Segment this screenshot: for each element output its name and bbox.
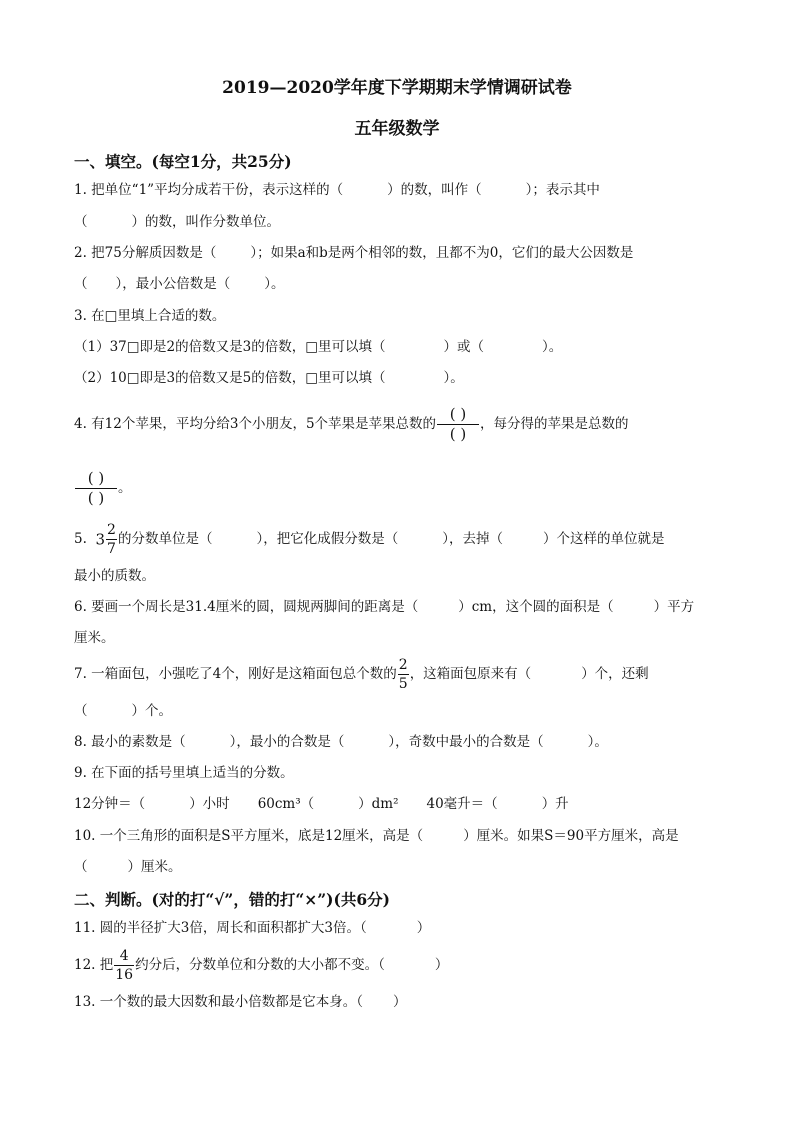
mixed-fraction: $\frac{2}{7}$ bbox=[107, 522, 116, 557]
exam-subtitle: 五年级数学 bbox=[354, 119, 440, 139]
question-12: 12. 把 $\frac{4}{16}$ 约分后，分数单位和分数的大小都不变。（ ） bbox=[74, 948, 449, 983]
exam-title: 2019—2020学年度下学期期末学情调研试卷 bbox=[222, 78, 572, 98]
question-6-line-1: 6. 要画一个周长是31.4厘米的圆，圆规两脚间的距离是（ ）cm，这个圆的面积是（ ）平方 bbox=[74, 599, 695, 615]
question-2-line-1: 2. 把75分解质因数是（ ）；如果a和b是两个相邻的数，且都不为0，它们的最大公因数是 bbox=[74, 245, 634, 261]
question-1-line-1: 1. 把单位“1”平均分成若干份，表示这样的（ ）的数，叫作（ ）；表示其中 bbox=[74, 182, 600, 198]
question-13: 13. 一个数的最大因数和最小倍数都是它本身。（ ） bbox=[74, 994, 407, 1010]
question-5-line-2: 最小的质数。 bbox=[74, 568, 155, 584]
question-3-part-1: （1）37□即是2的倍数又是3的倍数，□里可以填（ ）或（ ）。 bbox=[74, 339, 563, 355]
question-4-line-2: $\frac{( )}{( )}$ 。 bbox=[74, 466, 132, 510]
question-2-line-2: （ ），最小公倍数是（ ）。 bbox=[74, 276, 285, 292]
answer-fraction[interactable]: $\frac{( )}{( )}$ bbox=[75, 471, 117, 506]
question-3-stem: 3. 在□里填上合适的数。 bbox=[74, 308, 226, 324]
question-9-stem: 9. 在下面的括号里填上适当的分数。 bbox=[74, 765, 294, 781]
question-10-line-1: 10. 一个三角形的面积是S平方厘米，底是12厘米，高是（ ）厘米。如果S＝90平方厘米，高是 bbox=[74, 828, 679, 844]
answer-fraction[interactable]: $\frac{( )}{( )}$ bbox=[437, 407, 479, 442]
question-7-line-2: （ ）个。 bbox=[74, 703, 172, 719]
section-heading-fill: 一、填空。(每空1分，共25分) bbox=[74, 152, 292, 171]
question-1-line-2: （ ）的数，叫作分数单位。 bbox=[74, 214, 280, 230]
question-10-line-2: （ ）厘米。 bbox=[74, 859, 182, 875]
question-8: 8. 最小的素数是（ ），最小的合数是（ ），奇数中最小的合数是（ ）。 bbox=[74, 734, 608, 750]
section-heading-judge: 二、判断。(对的打“√”，错的打“×”)(共6分) bbox=[74, 890, 390, 909]
fraction: $\frac{4}{16}$ bbox=[115, 948, 134, 983]
question-6-line-2: 厘米。 bbox=[74, 630, 115, 646]
question-4-line-1: 4. 有12个苹果，平均分给3个小朋友，5个苹果是苹果总数的 $\frac{( )}{( )}$ ，每分得的苹果是总数的 bbox=[74, 405, 629, 443]
question-3-part-2: （2）10□即是3的倍数又是5的倍数，□里可以填（ ）。 bbox=[74, 370, 464, 386]
question-11: 11. 圆的半径扩大3倍，周长和面积都扩大3倍。（ ） bbox=[74, 920, 431, 936]
question-5-line-1: 5. 3 $\frac{2}{7}$ 的分数单位是（ ），把它化成假分数是（ ），去掉（ ）个这样的单位就是 bbox=[74, 522, 665, 557]
question-7-line-1: 7. 一箱面包，小强吃了4个，刚好是这箱面包总个数的 $\frac{2}{5}$ ，这箱面包原来有（ ）个，还剩 bbox=[74, 657, 649, 692]
fraction: $\frac{2}{5}$ bbox=[398, 657, 408, 692]
question-9-items: 12分钟＝（ ）小时 60cm³（ ）dm² 40毫升＝（ ）升 bbox=[74, 796, 569, 812]
